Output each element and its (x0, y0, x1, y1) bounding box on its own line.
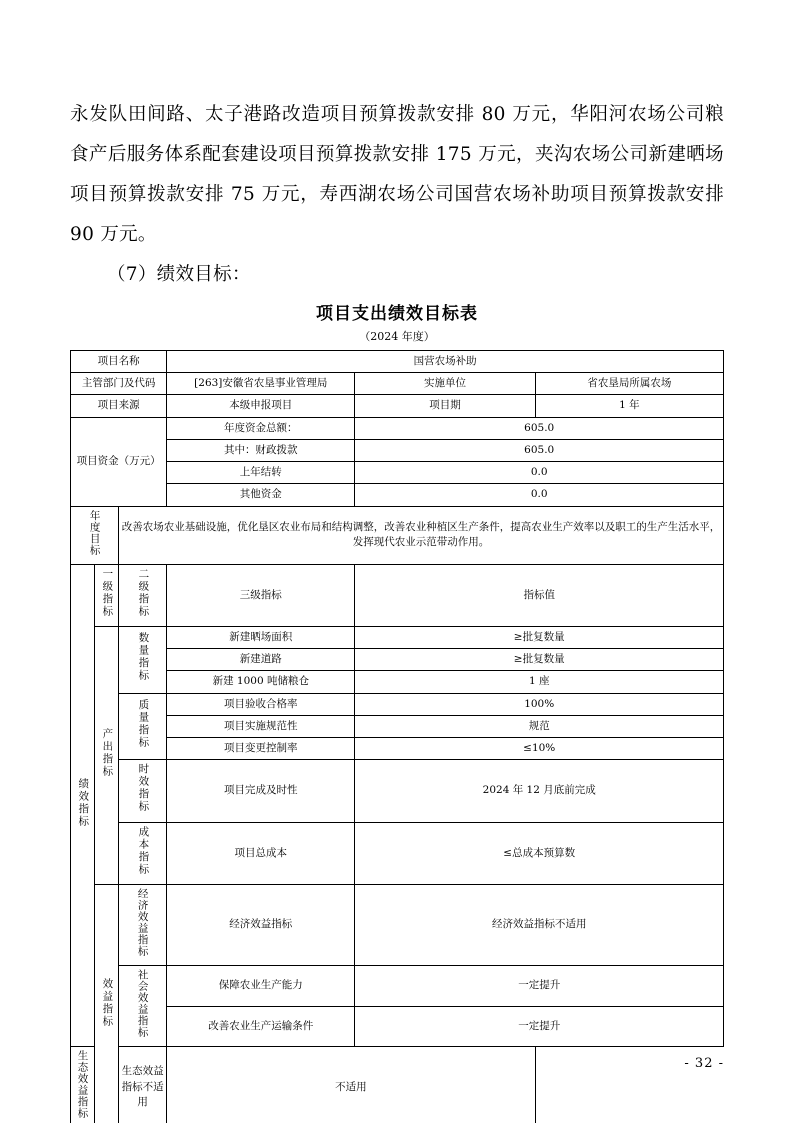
indicator-value: ≥批复数量 (355, 626, 724, 648)
performance-target-table (70, 350, 724, 1123)
level2-cost: 成本指标 (119, 822, 167, 884)
table-row-funds-carryover (71, 462, 724, 484)
label-annual-goal: 年度目标 (71, 506, 119, 564)
label-source: 项目来源 (71, 395, 167, 417)
body-text-block (70, 95, 724, 295)
header-level2: 二级指标 (119, 564, 167, 626)
table-row-indicator (71, 884, 724, 965)
header-level1: 一级指标 (95, 564, 119, 626)
indicator-name: 项目变更控制率 (167, 738, 355, 760)
level1-benefit: 效益指标 (95, 884, 119, 1123)
table-row-annual-goal (71, 506, 724, 564)
table-row-indicator (71, 693, 724, 715)
indicator-value: 不适用 (167, 1047, 536, 1123)
indicator-value: 一定提升 (355, 1006, 724, 1047)
indicator-name: 保障农业生产能力 (167, 965, 355, 1006)
table-row-indicator (71, 626, 724, 648)
funds-item-name-1: 其中：财政拨款 (167, 439, 355, 461)
level2-quantity: 数量指标 (119, 626, 167, 693)
table-row-department (71, 373, 724, 395)
value-unit: 省农垦局所属农场 (535, 373, 723, 395)
funds-item-value-0: 605.0 (355, 417, 724, 439)
value-source: 本级申报项目 (167, 395, 355, 417)
funds-item-value-1: 605.0 (355, 439, 724, 461)
indicator-name: 生态效益指标不适用 (119, 1047, 167, 1123)
table-row-indicator (71, 715, 724, 737)
table-row-indicator (71, 1006, 724, 1047)
indicator-value: ≥批复数量 (355, 649, 724, 671)
funds-item-name-2: 上年结转 (167, 462, 355, 484)
table-row-indicator (71, 760, 724, 822)
indicator-value: 2024 年 12 月底前完成 (355, 760, 724, 822)
table-row-indicator (71, 965, 724, 1006)
label-project-name: 项目名称 (71, 351, 167, 373)
label-department: 主管部门及代码 (71, 373, 167, 395)
funds-item-name-0: 年度资金总额： (167, 417, 355, 439)
label-funds: 项目资金（万元） (71, 417, 167, 506)
table-row-indicator (71, 738, 724, 760)
indicator-value: ≤10% (355, 738, 724, 760)
paragraph-performance-heading: （7）绩效目标： (107, 264, 251, 285)
indicator-name: 新建晒场面积 (167, 626, 355, 648)
table-row-indicator (71, 822, 724, 884)
level2-quality: 质量指标 (119, 693, 167, 760)
value-department: [263]安徽省农垦事业管理局 (167, 373, 355, 395)
level2-social: 社会效益指标 (119, 965, 167, 1046)
level1-output: 产出指标 (95, 626, 119, 884)
indicator-value: 100% (355, 693, 724, 715)
funds-item-value-2: 0.0 (355, 462, 724, 484)
funds-item-name-3: 其他资金 (167, 484, 355, 506)
table-row-source (71, 395, 724, 417)
indicator-value: ≤总成本预算数 (355, 822, 724, 884)
table-row-funds-other (71, 484, 724, 506)
label-unit: 实施单位 (355, 373, 535, 395)
funds-item-value-3: 0.0 (355, 484, 724, 506)
value-annual-goal: 改善农场农业基础设施，优化垦区农业布局和结构调整，改善农业种植区生产条件，提高农业生产效率以及职工的生产生活水平，发挥现代农业示范带动作用。 (119, 506, 724, 564)
indicator-name: 新建 1000 吨储粮仓 (167, 671, 355, 693)
level2-ecological: 生态效益指标 (71, 1047, 95, 1123)
value-period: 1 年 (535, 395, 723, 417)
table-row-indicator (71, 1047, 724, 1123)
indicator-value: 一定提升 (355, 965, 724, 1006)
table-title: 项目支出绩效目标表 (316, 304, 478, 324)
table-row-indicator-header (71, 564, 724, 626)
table-row-funds-total (71, 417, 724, 439)
indicator-name: 项目完成及时性 (167, 760, 355, 822)
indicator-value: 规范 (355, 715, 724, 737)
indicator-name: 项目总成本 (167, 822, 355, 884)
level2-economic: 经济效益指标 (119, 884, 167, 965)
table-subtitle: （2024 年度） (359, 330, 435, 343)
value-project-name: 国营农场补助 (167, 351, 724, 373)
header-level3: 三级指标 (167, 564, 355, 626)
indicator-name: 新建道路 (167, 649, 355, 671)
table-row-funds-fiscal (71, 439, 724, 461)
table-row-project-name (71, 351, 724, 373)
level2-timeliness: 时效指标 (119, 760, 167, 822)
indicator-name: 改善农业生产运输条件 (167, 1006, 355, 1047)
table-row-indicator (71, 649, 724, 671)
indicator-name: 经济效益指标 (167, 884, 355, 965)
indicator-value: 经济效益指标不适用 (355, 884, 724, 965)
label-performance-indicator: 绩效指标 (71, 564, 95, 1046)
header-indicator-value: 指标值 (355, 564, 724, 626)
indicator-name: 项目实施规范性 (167, 715, 355, 737)
page-number: - 32 - (684, 1056, 724, 1071)
label-period: 项目期 (355, 395, 535, 417)
paragraph-budget: 永发队田间路、太子港路改造项目预算拨款安排 80 万元，华阳河农场公司粮食产后服务体系配套建设项目预算拨款安排 175 万元，夹沟农场公司新建晒场项目预算拨款安排 75 万元，寿西湖农场公司国营农场补助项目预算拨款安排 90 万元。 (70, 104, 724, 245)
indicator-value: 1 座 (355, 671, 724, 693)
indicator-name: 项目验收合格率 (167, 693, 355, 715)
table-row-indicator (71, 671, 724, 693)
